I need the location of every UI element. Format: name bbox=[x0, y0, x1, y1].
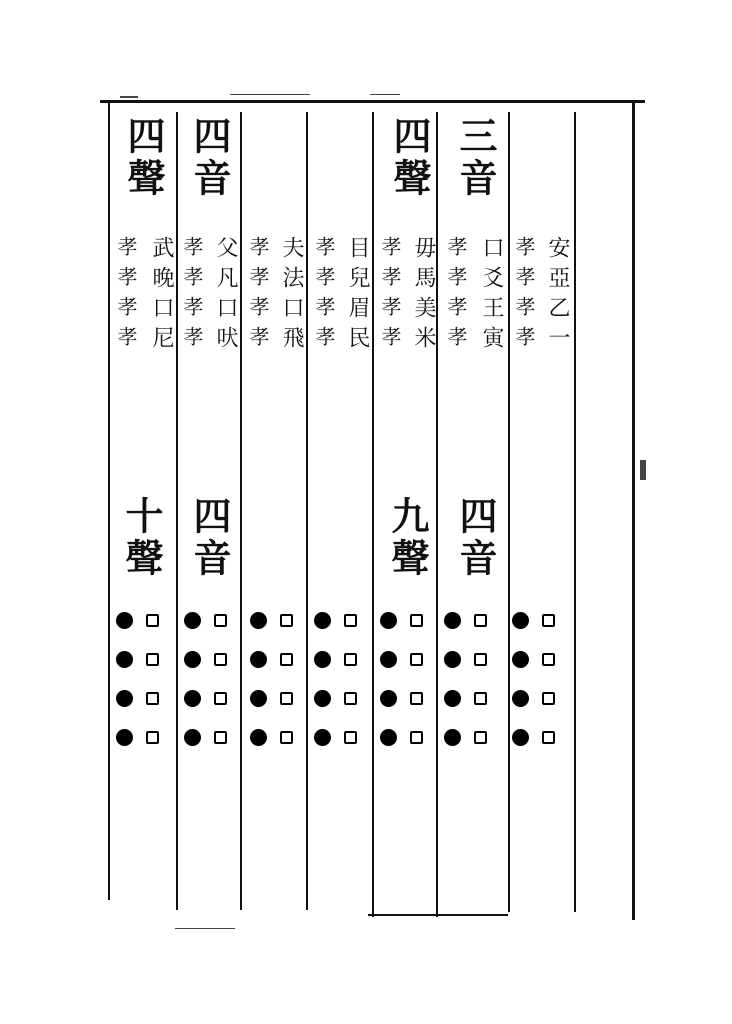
sound-characters: 夫法口飛 bbox=[279, 236, 304, 356]
filled-circle-icon bbox=[444, 612, 461, 629]
left-border bbox=[108, 100, 110, 900]
mark-row bbox=[184, 612, 244, 651]
empty-square-icon bbox=[280, 653, 293, 666]
column-divider bbox=[372, 112, 374, 917]
empty-square-icon bbox=[344, 653, 357, 666]
column-divider bbox=[176, 112, 178, 910]
filled-circle-icon bbox=[512, 729, 529, 746]
filled-circle-icon bbox=[184, 729, 201, 746]
empty-square-icon bbox=[344, 614, 357, 627]
sound-characters: 口爻王寅 bbox=[479, 236, 504, 356]
mark-row bbox=[116, 612, 176, 651]
filled-circle-icon bbox=[250, 651, 267, 668]
filled-circle-icon bbox=[184, 612, 201, 629]
filled-circle-icon bbox=[512, 651, 529, 668]
empty-square-icon bbox=[542, 731, 555, 744]
tone-marks bbox=[380, 612, 440, 768]
tone-marks bbox=[250, 612, 310, 768]
empty-square-icon bbox=[474, 731, 487, 744]
empty-square-icon bbox=[410, 692, 423, 705]
empty-square-icon bbox=[214, 653, 227, 666]
sound-characters: 目兒眉民 bbox=[345, 236, 370, 356]
mark-row bbox=[512, 729, 572, 768]
column-subheading: 四音 bbox=[187, 496, 232, 580]
mark-row bbox=[116, 651, 176, 690]
empty-square-icon bbox=[146, 731, 159, 744]
empty-square-icon bbox=[542, 614, 555, 627]
scan-speck bbox=[230, 94, 310, 95]
filled-circle-icon bbox=[444, 690, 461, 707]
column-heading: 四聲 bbox=[121, 116, 166, 200]
tone-marks bbox=[184, 612, 244, 768]
empty-square-icon bbox=[146, 653, 159, 666]
sound-characters: 父凡口吠 bbox=[213, 236, 238, 356]
mark-row bbox=[314, 690, 374, 729]
filled-circle-icon bbox=[250, 690, 267, 707]
filled-circle-icon bbox=[250, 729, 267, 746]
sound-characters: 武晚口尼 bbox=[149, 236, 174, 356]
filled-circle-icon bbox=[314, 690, 331, 707]
mark-row bbox=[184, 651, 244, 690]
filled-circle-icon bbox=[314, 729, 331, 746]
right-border bbox=[632, 100, 635, 920]
filled-circle-icon bbox=[116, 651, 133, 668]
filled-circle-icon bbox=[314, 651, 331, 668]
mark-row bbox=[314, 612, 374, 651]
filled-circle-icon bbox=[380, 612, 397, 629]
mark-row bbox=[512, 690, 572, 729]
empty-square-icon bbox=[214, 692, 227, 705]
mark-row bbox=[444, 729, 504, 768]
rhyme-characters: 孝孝孝孝 bbox=[180, 236, 204, 356]
filled-circle-icon bbox=[314, 612, 331, 629]
mark-row bbox=[380, 690, 440, 729]
mark-row bbox=[250, 690, 310, 729]
sound-characters: 毋馬美米 bbox=[411, 236, 436, 356]
filled-circle-icon bbox=[444, 729, 461, 746]
filled-circle-icon bbox=[116, 729, 133, 746]
filled-circle-icon bbox=[116, 612, 133, 629]
rhyme-characters: 孝孝孝孝 bbox=[114, 236, 138, 356]
filled-circle-icon bbox=[512, 612, 529, 629]
filled-circle-icon bbox=[250, 612, 267, 629]
tone-marks bbox=[444, 612, 504, 768]
column-divider bbox=[436, 112, 438, 917]
mark-row bbox=[314, 729, 374, 768]
mark-row bbox=[250, 729, 310, 768]
column-divider bbox=[306, 112, 308, 910]
mark-row bbox=[444, 612, 504, 651]
empty-square-icon bbox=[410, 653, 423, 666]
column-divider bbox=[508, 112, 510, 912]
mark-row bbox=[184, 690, 244, 729]
empty-square-icon bbox=[344, 731, 357, 744]
filled-circle-icon bbox=[116, 690, 133, 707]
mark-row bbox=[380, 729, 440, 768]
bottom-rule bbox=[368, 914, 508, 916]
empty-square-icon bbox=[474, 614, 487, 627]
column-heading: 三音 bbox=[453, 116, 498, 200]
mark-row bbox=[116, 729, 176, 768]
empty-square-icon bbox=[280, 614, 293, 627]
mark-row bbox=[250, 651, 310, 690]
mark-row bbox=[380, 612, 440, 651]
scan-speck bbox=[640, 460, 646, 480]
mark-row bbox=[184, 729, 244, 768]
mark-row bbox=[250, 612, 310, 651]
tone-marks bbox=[116, 612, 176, 768]
scan-speck bbox=[175, 928, 235, 929]
column-subheading: 十聲 bbox=[119, 496, 164, 580]
rhyme-characters: 孝孝孝孝 bbox=[312, 236, 336, 356]
rhyme-characters: 孝孝孝孝 bbox=[378, 236, 402, 356]
filled-circle-icon bbox=[444, 651, 461, 668]
mark-row bbox=[444, 690, 504, 729]
empty-square-icon bbox=[146, 692, 159, 705]
empty-square-icon bbox=[542, 653, 555, 666]
empty-square-icon bbox=[214, 731, 227, 744]
filled-circle-icon bbox=[380, 690, 397, 707]
mark-row bbox=[314, 651, 374, 690]
filled-circle-icon bbox=[380, 651, 397, 668]
empty-square-icon bbox=[280, 692, 293, 705]
filled-circle-icon bbox=[184, 690, 201, 707]
column-divider bbox=[240, 112, 242, 910]
tone-marks bbox=[512, 612, 572, 768]
empty-square-icon bbox=[344, 692, 357, 705]
scan-speck bbox=[370, 94, 400, 95]
mark-row bbox=[444, 651, 504, 690]
column-heading: 四音 bbox=[187, 116, 232, 200]
empty-square-icon bbox=[214, 614, 227, 627]
sound-characters: 安亞乙一 bbox=[545, 236, 570, 356]
mark-row bbox=[380, 651, 440, 690]
top-border bbox=[100, 100, 645, 103]
filled-circle-icon bbox=[184, 651, 201, 668]
mark-row bbox=[512, 612, 572, 651]
empty-square-icon bbox=[410, 731, 423, 744]
column-heading: 四聲 bbox=[387, 116, 432, 200]
column-subheading: 九聲 bbox=[385, 496, 430, 580]
right-inner-border bbox=[574, 112, 576, 912]
mark-row bbox=[512, 651, 572, 690]
rhyme-characters: 孝孝孝孝 bbox=[444, 236, 468, 356]
filled-circle-icon bbox=[512, 690, 529, 707]
empty-square-icon bbox=[474, 653, 487, 666]
empty-square-icon bbox=[146, 614, 159, 627]
empty-square-icon bbox=[410, 614, 423, 627]
mark-row bbox=[116, 690, 176, 729]
empty-square-icon bbox=[542, 692, 555, 705]
filled-circle-icon bbox=[380, 729, 397, 746]
column-subheading: 四音 bbox=[453, 496, 498, 580]
tone-marks bbox=[314, 612, 374, 768]
rhyme-characters: 孝孝孝孝 bbox=[246, 236, 270, 356]
empty-square-icon bbox=[280, 731, 293, 744]
empty-square-icon bbox=[474, 692, 487, 705]
rhyme-characters: 孝孝孝孝 bbox=[512, 236, 536, 356]
scan-speck bbox=[120, 96, 138, 98]
